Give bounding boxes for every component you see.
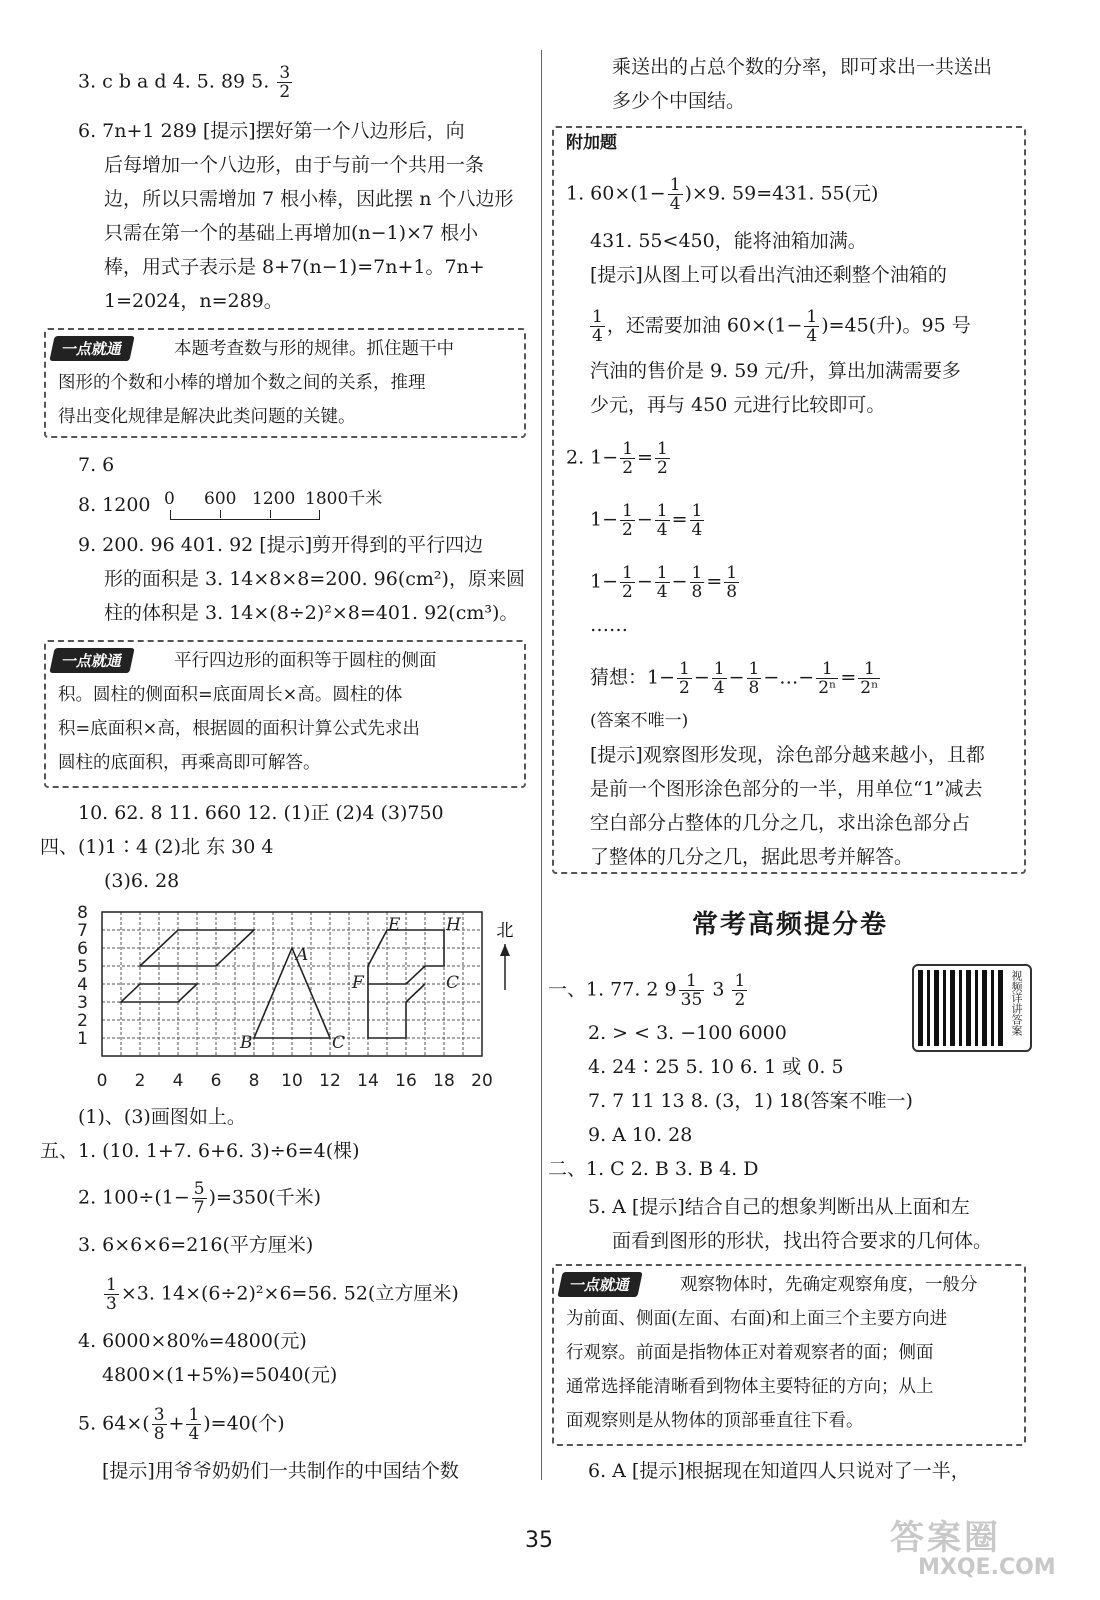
answer-10-12: 10. 62. 8 11. 660 12. (1)正 (2)4 (3)750 [78,802,444,824]
tip-tag: 一点就通 [49,336,134,361]
bonus-1-hint2: $\frac{1}{4}$ ，还需要加油 60×(1− $\frac{1}{4}$ )=45(升)。95 号 [592,307,971,346]
test-1-1: 一、1. 77. 2 9 $\frac{1}{35}$ 3 $\frac{1}{2}$ [548,971,746,1010]
bonus-1-hint: [提示]从图上可以看出汽油还剩整个油箱的 [590,264,947,286]
answer-6-line6: 1=2024，n=289。 [104,290,283,312]
svg-text:1: 1 [77,1029,88,1049]
answer-6-line3: 边，所以只需增加 7 根小棒，因此摆 n 个八边形 [104,188,514,210]
tip-text: 平行四边形的面积等于圆柱的侧面 [174,651,437,671]
tip-text: 面观察则是从物体的顶部垂直往下看。 [566,1411,864,1431]
fraction: $\frac{1}{3}$ [106,1275,117,1314]
section-5-4: 4. 6000×80%=4800(元) [78,1330,307,1352]
answer-3-5: 3. c b a d 4. 5. 89 5. $\frac{3}{2}$ [78,63,291,102]
test-2-5: 5. A [提示]结合自己的想象判断出从上面和左 [588,1196,970,1218]
right-line: 乘送出的占总个数的分率，即可求出一共送出 [612,56,993,78]
section-5-4b: 4800×(1+5%)=5040(元) [102,1364,338,1386]
tip-text: 图形的个数和小棒的增加个数之间的关系，推理 [58,373,426,393]
fraction: $\frac{1}{4}$ [806,307,818,346]
section-4-3: (3)6. 28 [104,870,180,892]
bonus-1b: 431. 55<450，能将油箱加满。 [590,230,867,252]
label-e: E [388,915,401,935]
test-2-5b: 面看到图形的形状，找出符合要求的几何体。 [612,1230,993,1252]
answer-6-line1: 6. 7n+1 289 [提示]摆好第一个八边形后，向 [78,120,465,142]
tip-text: 圆柱的底面积，再乘高即可解答。 [58,753,321,773]
section-5-1: 五、1. (10. 1+7. 6+6. 3)÷6=4(棵) [40,1140,360,1162]
svg-text:18: 18 [433,1071,455,1091]
number-line-tick [220,510,221,518]
number-line [170,510,320,520]
bonus-2-dots: …… [590,614,628,636]
bonus-2-hint: 是前一个图形涂色部分的一半，用单位“1”减去 [590,778,983,800]
fraction: $\frac{1}{4}$ [669,175,681,214]
tip-text: 积=底面积×高，根据圆的面积计算公式先求出 [58,719,420,739]
bonus-1-hint4: 少元，再与 450 元进行比较即可。 [590,394,886,416]
svg-text:10: 10 [281,1071,303,1091]
answer-9-line1: 9. 200. 96 401. 92 [提示]剪开得到的平行四边 [78,534,484,556]
answer-6-line5: 棒，用式子表示是 8+7(n−1)=7n+1。7n+ [104,256,485,278]
svg-text:14: 14 [357,1071,379,1091]
qr-code[interactable] [912,964,1032,1052]
right-line: 多少个中国结。 [612,90,746,112]
svg-text:4: 4 [172,1071,184,1091]
bonus-2-note: (答案不唯一) [590,711,689,731]
test-2-1: 二、1. C 2. B 3. B 4. D [548,1158,759,1180]
axis-tick: 8 [77,903,88,923]
test-1-9: 9. A 10. 28 [588,1124,693,1146]
bonus-title: 附加题 [566,133,617,153]
svg-text:7: 7 [77,921,88,941]
section-5-5: 5. 64×( $\frac{3}{8}$ + $\frac{1}{4}$ )=40(个) [78,1405,285,1444]
svg-text:2: 2 [77,1011,88,1031]
bonus-2c: 1− $\frac{1}{2}$ − $\frac{1}{4}$ − $\frac{1}{8}$ = $\frac{1}{8}$ [590,563,738,602]
north-label: 北 [496,921,514,941]
svg-text:4: 4 [77,975,88,995]
test-1-2: 2. > < 3. −100 6000 [588,1022,787,1044]
svg-text:6: 6 [210,1071,222,1091]
fraction: $\frac{3}{2}$ [279,63,291,102]
bonus-1-hint3: 汽油的售价是 9. 59 元/升，算出加满需要多 [590,360,961,382]
column-divider [541,50,542,1480]
label-c: C [332,1033,346,1053]
bonus-2b: 1− $\frac{1}{2}$ − $\frac{1}{4}$ = $\frac{1}{4}$ [590,501,703,540]
tip-text: 观察物体时，先确定观察角度，一般分 [680,1275,978,1295]
page-number: 35 [525,1528,553,1553]
number-line-label: 1200 [252,489,296,509]
bonus-2a: 2. 1− $\frac{1}{2}$ = $\frac{1}{2}$ [566,439,668,478]
answer-9-line2: 形的面积是 3. 14×8×8=200. 96(cm²)，原来圆 [104,568,525,590]
tip-text: 通常选择能清晰看到物体主要特征的方向；从上 [566,1377,934,1397]
fraction: $\frac{1}{4}$ [592,307,603,346]
svg-text:6: 6 [77,939,88,959]
answer-6-line4: 只需在第一个的基础上再增加(n−1)×7 根小 [104,222,479,244]
svg-text:0: 0 [96,1071,108,1091]
label-b: B [240,1033,253,1053]
number-line-label: 1800千米 [305,489,383,509]
watermark-url: MXQE.COM [918,1555,1056,1580]
tip-text: 为前面、侧面(左面、右面)和上面三个主要方向进 [566,1309,948,1329]
bonus-2-hint: 空白部分占整体的几分之几，求出涂色部分占 [590,812,971,834]
number-line-label: 0 [164,489,175,509]
test-1-4: 4. 24∶25 5. 10 6. 1 或 0. 5 [588,1056,844,1078]
qr-code-image [918,970,1004,1046]
watermark: 答案圈 [890,1518,1001,1558]
label-a: A [296,945,309,965]
label-f: F [352,973,364,993]
test-1-7: 7. 7 11 13 8. (3，1) 18(答案不唯一) [588,1090,913,1112]
section-5-2: 2. 100÷(1− $\frac{5}{7}$ )=350(千米) [78,1179,322,1218]
section-5-hint: [提示]用爷爷奶奶们一共制作的中国结个数 [102,1460,459,1482]
tip-text: 积。圆柱的侧面积=底面周长×高。圆柱的体 [58,685,403,705]
grid-figure [77,900,520,1095]
number-line-label: 600 [204,489,237,509]
bonus-2-hint: 了整体的几分之几，据此思考并解答。 [590,846,914,868]
answer-6-line2: 后每增加一个八边形，由于与前一个共用一条 [104,154,485,176]
qr-label: 视频详讲答案 [1010,970,1023,1036]
svg-text:5: 5 [77,957,88,977]
section-5-3: 3. 6×6×6=216(平方厘米) [78,1234,314,1256]
svg-text:8: 8 [248,1071,260,1091]
tip-text: 得出变化规律是解决此类问题的关键。 [58,407,356,427]
tip-tag: 一点就通 [557,1272,642,1297]
svg-text:16: 16 [395,1071,417,1091]
tip-text: 本题考查数与形的规律。抓住题干中 [174,339,454,359]
tip-text: 行观察。前面是指物体正对着观察者的面；侧面 [566,1343,934,1363]
fraction: $\frac{1}{4}$ [188,1405,200,1444]
section-title: 常考高频提分卷 [692,910,889,940]
svg-text:20: 20 [471,1071,493,1091]
answer-7: 7. 6 [78,454,115,476]
section-4-note: (1)、(3)画图如上。 [78,1106,246,1128]
label-h: H [446,915,461,935]
answer-8: 8. 1200 [78,494,151,516]
svg-text:2: 2 [134,1071,146,1091]
section-4: 四、(1)1∶4 (2)北 东 30 4 [40,836,274,858]
answer-9-line3: 柱的体积是 3. 14×(8÷2)²×8=401. 92(cm³)。 [104,602,519,624]
tip-tag: 一点就通 [49,648,134,673]
number-line-tick [270,510,271,518]
svg-text:12: 12 [319,1071,341,1091]
bonus-2-guess: 猜想：1− $\frac{1}{2}$ − $\frac{1}{4}$ − $\frac{1}{8}$ −…− $\frac{1}{\text{2ⁿ}}$ = $\frac{1}{\text{2ⁿ}}$ [590,659,879,698]
section-5-3b: $\frac{1}{3}$ ×3. 14×(6÷2)²×6=56. 52(立方厘米) [106,1275,459,1314]
fraction: $\frac{3}{8}$ [153,1405,165,1444]
bonus-2-hint: [提示]观察图形发现，涂色部分越来越小，且都 [590,744,985,766]
svg-text:3: 3 [77,993,88,1013]
test-2-6: 6. A [提示]根据现在知道四人只说对了一半， [588,1460,970,1482]
fraction: $\frac{5}{7}$ [193,1179,205,1218]
bonus-1: 1. 60×(1− $\frac{1}{4}$ )×9. 59=431. 55(元) [566,175,879,214]
label-c2: C [446,973,460,993]
